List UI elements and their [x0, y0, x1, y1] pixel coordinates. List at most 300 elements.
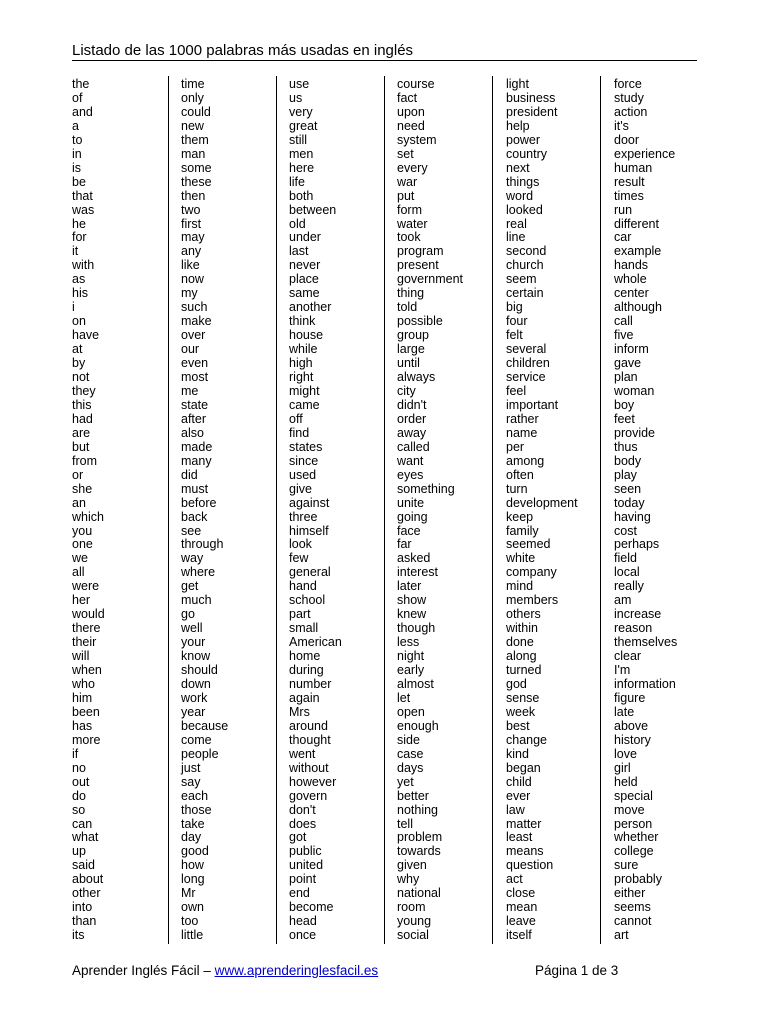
word-entry: came	[289, 397, 320, 412]
word-entry: god	[506, 676, 527, 691]
word-entry: provide	[614, 425, 655, 440]
word-entry: themselves	[614, 635, 678, 650]
word-entry: thus	[614, 439, 638, 454]
word-entry: right	[289, 370, 314, 385]
word-entry: white	[506, 551, 536, 566]
word-entry: different	[614, 216, 659, 231]
word-entry: there	[72, 621, 101, 636]
word-entry: second	[506, 244, 547, 259]
word-entry: case	[397, 746, 424, 761]
word-entry: not	[72, 370, 90, 385]
word-entry: light	[506, 77, 529, 91]
word-entry: where	[181, 565, 216, 580]
word-entry: turn	[506, 481, 528, 496]
word-entry: door	[614, 132, 640, 147]
word-entry: today	[614, 495, 645, 510]
word-entry: such	[181, 300, 208, 315]
word-entry: almost	[397, 676, 434, 691]
word-entry: the	[72, 77, 90, 91]
word-entry: feet	[614, 411, 635, 426]
word-entry: towards	[397, 844, 441, 859]
word-entry: increase	[614, 607, 662, 622]
word-entry: while	[289, 342, 318, 357]
word-entry: mind	[506, 579, 534, 594]
word-entry: system	[397, 132, 437, 147]
word-entry: people	[181, 746, 219, 761]
word-entry: cost	[614, 523, 637, 538]
word-entry: during	[289, 663, 324, 678]
word-entry: what	[72, 830, 99, 845]
word-entry: without	[289, 760, 329, 775]
word-entry: just	[181, 760, 201, 775]
word-entry: life	[289, 174, 305, 189]
word-entry: woman	[614, 383, 655, 398]
word-entry: it's	[614, 118, 629, 133]
word-entry: next	[506, 160, 530, 175]
word-entry: only	[181, 90, 204, 105]
word-entry: take	[181, 816, 205, 831]
word-entry: think	[289, 314, 316, 329]
word-entry: let	[397, 690, 411, 705]
word-entry: president	[506, 104, 558, 119]
word-entry: boy	[614, 397, 635, 412]
word-entry: force	[614, 77, 642, 91]
word-entry: problem	[397, 830, 443, 845]
word-entry: national	[397, 886, 441, 901]
word-entry: no	[72, 760, 86, 775]
word-entry: as	[72, 272, 86, 287]
word-entry: hands	[614, 258, 649, 273]
word-entry: them	[181, 132, 209, 147]
word-entry: long	[181, 872, 205, 887]
word-entry: also	[181, 425, 204, 440]
page-title: Listado de las 1000 palabras más usadas en inglés	[72, 42, 414, 59]
word-entry: both	[289, 188, 314, 203]
word-entry: felt	[506, 328, 523, 343]
word-entry: need	[397, 118, 425, 133]
word-entry: enough	[397, 718, 439, 733]
word-entry: here	[289, 160, 315, 175]
word-entry: has	[72, 718, 93, 733]
word-entry: word	[506, 188, 534, 203]
word-entry: same	[289, 286, 320, 301]
word-entry: don't	[289, 802, 316, 817]
word-entry: important	[506, 397, 559, 412]
word-entry: first	[181, 216, 202, 231]
column-divider	[168, 76, 169, 944]
word-entry: matter	[506, 816, 542, 831]
word-entry: order	[397, 411, 427, 426]
word-entry: program	[397, 244, 444, 259]
word-entry: large	[397, 342, 425, 357]
word-entry: another	[289, 300, 332, 315]
word-entry: time	[181, 77, 205, 91]
word-entry: number	[289, 676, 332, 691]
word-entry: must	[181, 481, 209, 496]
word-entry: that	[72, 188, 93, 203]
word-entry: could	[181, 104, 211, 119]
word-entry: public	[289, 844, 322, 859]
word-entry: it	[72, 244, 79, 259]
word-entry: we	[72, 551, 88, 566]
word-entry: law	[506, 802, 525, 817]
word-entry: itself	[506, 928, 532, 943]
word-entry: in	[72, 146, 82, 161]
word-entry: five	[614, 328, 634, 343]
word-entry: open	[397, 704, 425, 719]
word-entry: good	[181, 844, 209, 859]
word-entry: this	[72, 397, 92, 412]
word-entry: unite	[397, 495, 425, 510]
word-entry: run	[614, 202, 633, 217]
word-entry: called	[397, 439, 430, 454]
word-entry: made	[181, 439, 213, 454]
word-entry: among	[506, 453, 545, 468]
word-entry: home	[289, 649, 321, 664]
word-column-4	[397, 78, 505, 943]
word-entry: body	[614, 453, 642, 468]
word-entry: things	[506, 174, 540, 189]
word-entry: few	[289, 551, 309, 566]
word-entry: an	[72, 495, 86, 510]
word-entry: result	[614, 174, 645, 189]
word-entry: company	[506, 565, 557, 580]
word-entry: last	[289, 244, 309, 259]
word-entry: will	[72, 649, 90, 664]
word-entry: use	[289, 77, 310, 91]
word-entry: looked	[506, 202, 543, 217]
word-column-2	[181, 78, 289, 943]
word-entry: Mrs	[289, 704, 310, 719]
word-entry: before	[181, 495, 217, 510]
word-entry: part	[289, 607, 311, 622]
word-entry: form	[397, 202, 422, 217]
word-column-5	[506, 78, 614, 943]
word-entry: or	[72, 467, 84, 482]
word-entry: got	[289, 830, 307, 845]
word-entry: having	[614, 509, 651, 524]
word-entry: love	[614, 746, 637, 761]
word-entry: him	[72, 690, 93, 705]
word-entry: very	[289, 104, 313, 119]
word-entry: call	[614, 314, 633, 329]
word-entry: sense	[506, 690, 540, 705]
word-entry: again	[289, 690, 320, 705]
word-entry: began	[506, 760, 541, 775]
word-entry: often	[506, 467, 534, 482]
word-entry: place	[289, 272, 319, 287]
word-entry: ever	[506, 788, 531, 803]
word-entry: govern	[289, 788, 328, 803]
word-entry: from	[72, 453, 97, 468]
word-entry: was	[72, 202, 95, 217]
word-entry: head	[289, 914, 317, 929]
word-entry: big	[506, 300, 523, 315]
word-entry: keep	[506, 509, 534, 524]
word-entry: line	[506, 230, 526, 245]
word-column-3	[289, 78, 397, 943]
word-entry: children	[506, 356, 550, 371]
word-entry: at	[72, 342, 83, 357]
word-entry: study	[614, 90, 644, 105]
word-entry: reason	[614, 621, 653, 636]
word-entry: turned	[506, 663, 542, 678]
word-entry: something	[397, 481, 455, 496]
word-entry: experience	[614, 146, 676, 161]
word-entry: thought	[289, 732, 331, 747]
word-entry: on	[72, 314, 86, 329]
word-entry: sure	[614, 858, 639, 873]
word-entry: his	[72, 286, 88, 301]
footer-site	[72, 962, 378, 980]
word-entry: until	[397, 356, 420, 371]
word-entry: eyes	[397, 467, 424, 482]
word-entry: be	[72, 174, 86, 189]
word-entry: inform	[614, 342, 649, 357]
word-entry: year	[181, 704, 206, 719]
word-entry: still	[289, 132, 308, 147]
word-entry: times	[614, 188, 644, 203]
word-entry: yet	[397, 774, 414, 789]
word-entry: example	[614, 244, 662, 259]
word-entry: history	[614, 732, 651, 747]
word-entry: once	[289, 928, 317, 943]
word-entry: is	[72, 160, 82, 175]
word-entry: man	[181, 146, 206, 161]
word-entry: car	[614, 230, 632, 245]
word-entry: leave	[506, 914, 536, 929]
word-entry: to	[72, 132, 83, 147]
word-entry: three	[289, 509, 318, 524]
word-entry: want	[397, 453, 424, 468]
word-entry: house	[289, 328, 324, 343]
word-entry: out	[72, 774, 90, 789]
word-entry: took	[397, 230, 421, 245]
word-entry: been	[72, 704, 100, 719]
word-entry: whether	[614, 830, 659, 845]
word-entry: many	[181, 453, 212, 468]
word-entry: become	[289, 900, 334, 915]
column-divider	[600, 76, 601, 944]
word-entry: art	[614, 928, 629, 943]
word-entry: give	[289, 481, 312, 496]
word-entry: seemed	[506, 537, 551, 552]
word-entry: above	[614, 718, 649, 733]
word-entry: show	[397, 593, 427, 608]
word-entry: when	[72, 663, 102, 678]
word-entry: he	[72, 216, 86, 231]
word-entry: seem	[506, 272, 537, 287]
word-entry: center	[614, 286, 649, 301]
word-entry: make	[181, 314, 212, 329]
word-entry: kind	[506, 746, 529, 761]
word-entry: under	[289, 230, 321, 245]
word-entry: held	[614, 774, 638, 789]
word-entry: states	[289, 439, 323, 454]
word-entry: act	[506, 872, 523, 887]
word-entry: know	[181, 649, 211, 664]
column-divider	[276, 76, 277, 944]
word-entry: human	[614, 160, 653, 175]
word-entry: cannot	[614, 914, 652, 929]
word-entry: Mr	[181, 886, 196, 901]
word-entry: so	[72, 802, 86, 817]
word-entry: government	[397, 272, 464, 287]
word-entry: have	[72, 328, 100, 343]
word-entry: around	[289, 718, 328, 733]
word-entry: present	[397, 258, 439, 273]
word-entry: development	[506, 495, 578, 510]
word-entry: with	[72, 258, 95, 273]
word-entry: like	[181, 258, 200, 273]
word-entry: were	[72, 579, 100, 594]
word-entry: interest	[397, 565, 438, 580]
word-entry: social	[397, 928, 429, 943]
word-entry: late	[614, 704, 635, 719]
word-entry: any	[181, 244, 202, 259]
word-entry: little	[181, 928, 204, 943]
word-entry: hand	[289, 579, 317, 594]
word-entry: face	[397, 523, 421, 538]
word-entry: how	[181, 858, 204, 873]
footer-page-number: Página 1 de 3	[535, 963, 619, 978]
word-entry: over	[181, 328, 206, 343]
word-entry: find	[289, 425, 310, 440]
word-entry: who	[72, 676, 95, 691]
word-entry: whole	[614, 272, 647, 287]
word-entry: figure	[614, 690, 646, 705]
word-entry: why	[397, 872, 420, 887]
word-entry: tell	[397, 816, 413, 831]
word-entry: business	[506, 90, 556, 105]
word-entry: seems	[614, 900, 651, 915]
word-entry: your	[181, 635, 206, 650]
word-entry: asked	[397, 551, 431, 566]
word-entry: himself	[289, 523, 329, 538]
word-entry: am	[614, 593, 632, 608]
word-entry: I'm	[614, 663, 631, 678]
word-entry: end	[289, 886, 310, 901]
word-entry: well	[181, 621, 203, 636]
word-entry: four	[506, 314, 528, 329]
word-entry: along	[506, 649, 537, 664]
word-entry: say	[181, 774, 201, 789]
word-entry: then	[181, 188, 206, 203]
word-entry: those	[181, 802, 212, 817]
word-entry: week	[506, 704, 536, 719]
word-entry: didn't	[397, 397, 427, 412]
word-entry: off	[289, 411, 303, 426]
word-entry: do	[72, 788, 86, 803]
word-entry: others	[506, 607, 541, 622]
word-entry: told	[397, 300, 418, 315]
word-entry: much	[181, 593, 212, 608]
word-entry: plan	[614, 370, 638, 385]
word-entry: far	[397, 537, 412, 552]
word-entry: put	[397, 188, 415, 203]
word-entry: small	[289, 621, 319, 636]
word-entry: of	[72, 90, 83, 105]
word-entry: our	[181, 342, 200, 357]
word-entry: play	[614, 467, 637, 482]
word-entry: school	[289, 593, 326, 608]
word-entry: thing	[397, 286, 425, 301]
word-entry: several	[506, 342, 547, 357]
word-entry: way	[181, 551, 204, 566]
word-entry: nothing	[397, 802, 439, 817]
word-entry: may	[181, 230, 205, 245]
word-entry: college	[614, 844, 654, 859]
word-entry: girl	[614, 760, 631, 775]
word-entry: if	[72, 746, 79, 761]
word-entry: for	[72, 230, 87, 245]
word-entry: later	[397, 579, 422, 594]
word-entry: given	[397, 858, 427, 873]
word-entry: country	[506, 146, 547, 161]
word-entry: special	[614, 788, 653, 803]
word-entry: best	[506, 718, 530, 733]
word-entry: said	[72, 858, 95, 873]
word-entry: upon	[397, 104, 425, 119]
word-column-1	[72, 78, 180, 943]
word-entry: go	[181, 607, 195, 622]
word-entry: united	[289, 858, 324, 873]
word-entry: per	[506, 439, 525, 454]
column-divider	[384, 76, 385, 944]
word-entry: does	[289, 816, 317, 831]
word-entry: a	[72, 118, 79, 133]
word-entry: city	[397, 383, 416, 398]
word-entry: after	[181, 411, 207, 426]
word-entry: but	[72, 439, 90, 454]
word-entry: gave	[614, 356, 642, 371]
word-entry: even	[181, 356, 209, 371]
word-entry: all	[72, 565, 85, 580]
word-entry: clear	[614, 649, 642, 664]
word-entry: other	[72, 886, 101, 901]
word-entry: room	[397, 900, 426, 915]
word-entry: own	[181, 900, 204, 915]
word-entry: get	[181, 579, 199, 594]
word-entry: high	[289, 356, 313, 371]
word-entry: one	[72, 537, 93, 552]
word-entry: American	[289, 635, 342, 650]
word-entry: they	[72, 383, 96, 398]
word-entry: feel	[506, 383, 527, 398]
word-entry: you	[72, 523, 93, 538]
word-entry: than	[72, 914, 97, 929]
word-entry: away	[397, 425, 427, 440]
word-entry: change	[506, 732, 548, 747]
word-entry: these	[181, 174, 212, 189]
column-divider	[492, 76, 493, 944]
word-entry: group	[397, 328, 429, 343]
footer-site-name: Aprender Inglés Fácil –	[72, 963, 215, 978]
word-entry: seen	[614, 481, 642, 496]
word-entry: child	[506, 774, 532, 789]
word-entry: since	[289, 453, 319, 468]
word-entry: general	[289, 565, 331, 580]
word-entry: either	[614, 886, 646, 901]
word-entry: come	[181, 732, 212, 747]
word-entry: point	[289, 872, 317, 887]
word-entry: move	[614, 802, 645, 817]
word-entry: about	[72, 872, 104, 887]
footer-site-link[interactable]: www.aprenderinglesfacil.es	[214, 963, 379, 978]
word-entry: their	[72, 635, 97, 650]
word-entry: knew	[397, 607, 427, 622]
word-entry: she	[72, 481, 93, 496]
